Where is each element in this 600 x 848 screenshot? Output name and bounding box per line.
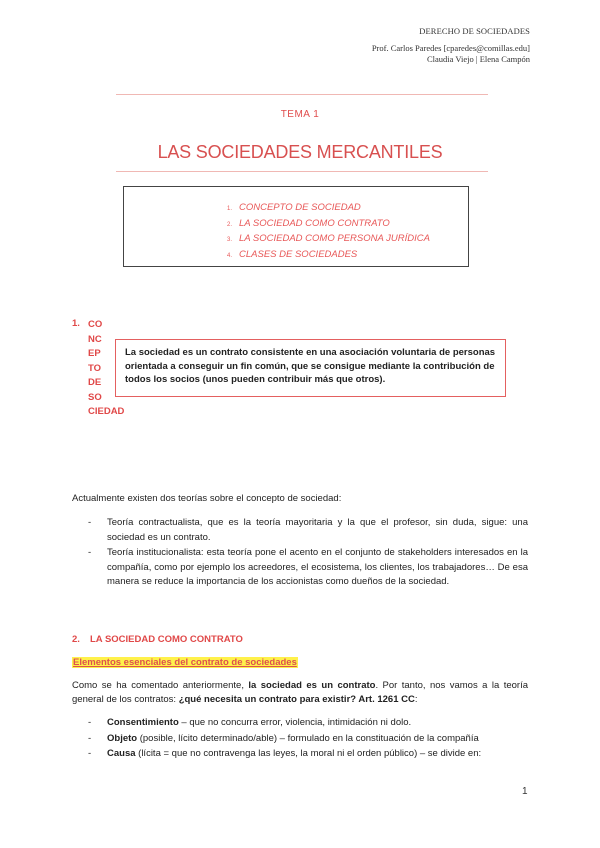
- toc-item[interactable]: 2. LA SOCIEDAD COMO CONTRATO: [227, 217, 390, 229]
- divider-top: [116, 94, 488, 95]
- course-title: DERECHO DE SOCIEDADES: [419, 26, 530, 36]
- tema-label: TEMA 1: [280, 109, 320, 120]
- theories-list: [88, 516, 528, 591]
- divider-title: [116, 171, 488, 172]
- section1-heading: CO NC EP TO DE SO CIEDAD: [88, 319, 125, 417]
- contract-intro: Como se ha comentado anteriormente, la sociedad es un contrato. Por tanto, nos vamos a la teoría general de los contratos: ¿qué necesita un contrato para existir? Art. 1261 CC:: [72, 680, 528, 705]
- list-item: - Teoría institucionalista: esta teoría pone el acento en el conjunto de stakeholders interesados en la compañía, como por ejemplo los acreedores, el ecosistema, los clientes, los trabajadores… De esa manera se reduce la importancia de los accionistas como dueños de la sociedad.: [88, 547, 528, 587]
- professor-line: Prof. Carlos Paredes [cparedes@comillas.edu]: [371, 43, 530, 53]
- list-item: - Causa (lícita = que no contravenga las leyes, la moral ni el orden público) – se divide en:: [88, 748, 482, 759]
- list-item: - Objeto (posible, lícito determinado/able) – formulado en la constituación de la compañía: [88, 732, 479, 744]
- elements-list: [88, 716, 528, 763]
- page-title: LAS SOCIEDADES MERCANTILES: [157, 142, 443, 162]
- list-item: - Teoría contractualista, que es la teoría mayoritaria y la que el profesor, sin duda, sigue: una sociedad es un contrato.: [88, 517, 528, 543]
- toc-item[interactable]: 1. CONCEPTO DE SOCIEDAD: [227, 202, 361, 213]
- section2-heading: 2. LA SOCIEDAD COMO CONTRATO: [72, 634, 243, 645]
- page-header: [372, 26, 530, 65]
- theories-intro: Actualmente existen dos teorías sobre el concepto de sociedad:: [72, 493, 342, 504]
- definition-box: La sociedad es un contrato consistente en una asociación voluntaria de personas orientada a conseguir un fin común, que se consigue mediante la contribución de todos los socios (unos pueden contribuir más que otros).: [115, 339, 506, 397]
- toc-item[interactable]: 4. CLASES DE SOCIEDADES: [227, 248, 358, 260]
- section1-number: 1.: [72, 318, 80, 329]
- page-number: 1: [522, 786, 528, 797]
- toc-item[interactable]: 3. LA SOCIEDAD COMO PERSONA JURÍDICA: [227, 233, 430, 244]
- list-item: - Consentimiento – que no concurra error, violencia, intimidación ni dolo.: [88, 717, 412, 728]
- elements-subheading: Elementos esenciales del contrato de sociedades: [73, 657, 297, 668]
- table-of-contents: [123, 186, 469, 267]
- authors-line: Claudia Viejo | Elena Campón: [426, 54, 530, 64]
